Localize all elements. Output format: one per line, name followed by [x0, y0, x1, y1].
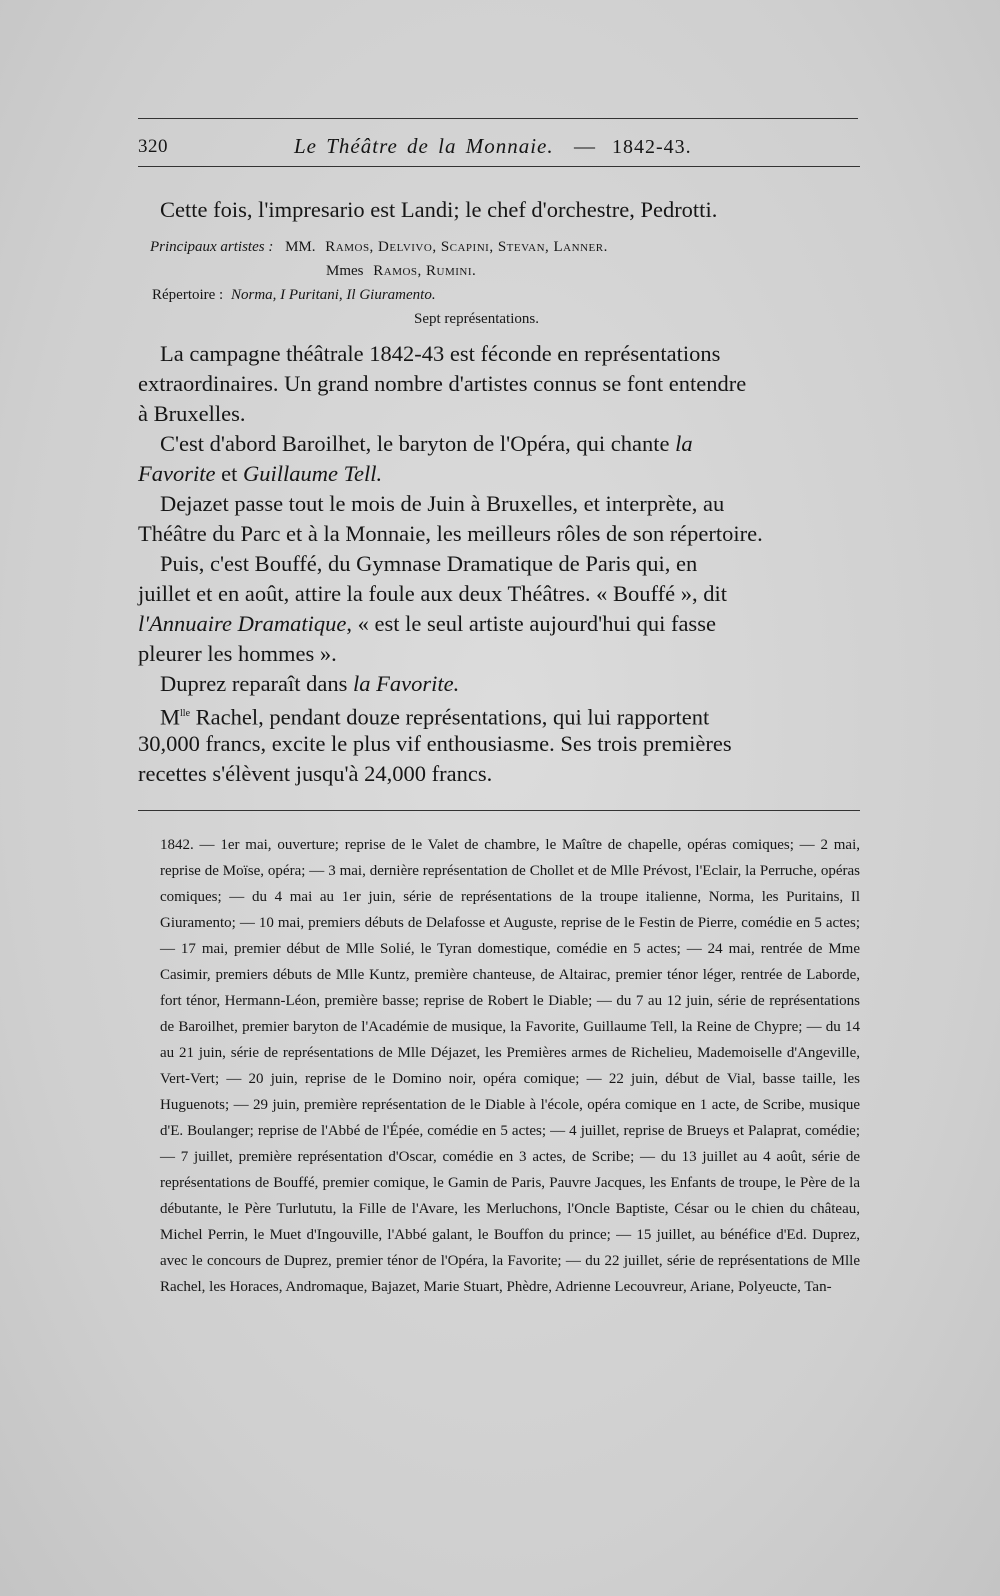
paragraph-1-line-1: La campagne théâtrale 1842-43 est féconde en représentations	[160, 341, 721, 366]
cast-women-line	[326, 260, 476, 282]
men-names: Ramos, Delvivo, Scapini, Stevan, Lanner.	[325, 239, 608, 255]
main-text	[138, 340, 860, 790]
paragraph-6-line-2: 30,000 francs, excite le plus vif enthousiasme. Ses trois premières	[138, 731, 732, 756]
performances-line: Sept représentations.	[414, 311, 539, 327]
women-prefix: Mmes	[326, 263, 364, 279]
repertoire-label: Répertoire :	[152, 287, 224, 303]
paragraph-2-line-2	[138, 460, 382, 488]
p6-m: M	[160, 704, 181, 730]
paragraph-2-line-1	[160, 430, 693, 458]
repertoire-works: Norma, I Puritani, Il Giuramento.	[230, 287, 436, 303]
paragraph-1-line-2: extraordinaires. Un grand nombre d'artistes connus se font entendre	[138, 371, 747, 396]
paragraph-4-line-3	[138, 610, 716, 638]
p2-guillaume-tell: Guillaume Tell.	[242, 461, 383, 486]
top-rule	[138, 118, 858, 119]
p4-quote: , « est le seul artiste aujourd'hui qui fasse	[346, 611, 716, 636]
p5-italic: la Favorite.	[353, 671, 460, 696]
p6-sup: lle	[180, 708, 191, 719]
women-names: Ramos, Rumini.	[373, 263, 477, 279]
running-head	[138, 132, 860, 166]
p2-favorite: Favorite	[138, 461, 216, 486]
page-number: 320	[138, 136, 168, 157]
footnote-text: 1842. — 1er mai, ouverture; reprise de le Valet de chambre, le Maître de chapelle, opéras comiques; — 2 mai, reprise de Moïse, opéra; — 3 mai, dernière représentation de Chollet et de Mlle Prévost, l'Eclair, la Perruche, opéras comiques; — du 4 mai au 1er juin, série de représentations de la troupe italienne, Norma, les Puritains, Il Giuramento; — 10 mai, premiers débuts de Delafosse et Auguste, reprise de le Festin de Pierre, comédie en 5 actes; — 17 mai, premier début de Mlle Solié, le Tyran domestique, comédie en 5 actes; — 24 mai, rentrée de Mme Casimir, premiers débuts de Mlle Kuntz, première chanteuse, de Altairac, premier ténor léger, rentrée de Laborde, fort ténor, Hermann-Léon, première basse; reprise de Robert le Diable; — du 7 au 12 juin, série de représentations de Baroilhet, premier baryton de l'Académie de musique, la Favorite, Guillaume Tell, la Reine de Chypre; — du 14 au 21 juin, série de représentations de Mlle Déjazet, les Premières armes de Richelieu, Mademoiselle d'Angeville, Vert-Vert; — 20 juin, reprise de le Domino noir, opéra comique; — 22 juin, début de Vial, basse taille, les Huguenots; — 29 juin, première représentation de le Diable à l'école, opéra comique en 1 acte, de Scribe, musique d'E. Boulanger; reprise de l'Abbé de l'Épée, comédie en 5 actes; — 4 juillet, reprise de Brueys et Palaprat, comédie; — 7 juillet, première représentation d'Oscar, comédie en 3 actes, de Scribe; — du 13 juillet au 4 août, série de représentations de Bouffé, premier comique, le Gamin de Paris, Pauvre Jacques, les Enfants de troupe, le Père de la débutante, le Père Turlututu, la Fille de l'Avare, les Merluchons, l'Oncle Baptiste, César ou le chien du château, Michel Perrin, le Muet d'Ingouville, l'Abbé galant, le Bouffon du prince; — 15 juillet, au bénéfice d'Ed. Duprez, avec le concours de Duprez, premier ténor de l'Opéra, la Favorite; — du 22 juillet, série de représentations de Mlle Rachel, les Horaces, Andromaque, Bajazet, Marie Stuart, Phèdre, Adrienne Lecouvreur, Ariane, Polyeucte, Tan-	[160, 837, 860, 1295]
running-year: 1842-43.	[612, 136, 692, 158]
paragraph-1-line-3: à Bruxelles.	[138, 401, 246, 426]
p4-annuaire: l'Annuaire Dramatique	[138, 611, 347, 636]
footnote-rule	[138, 810, 860, 811]
running-title: Le Théâtre de la Monnaie.	[294, 134, 554, 158]
paragraph-4-line-4: pleurer les hommes ».	[138, 641, 337, 666]
cast-men-line	[150, 236, 608, 258]
p6-text: Rachel, pendant douze représentations, qui lui rapportent	[190, 704, 710, 730]
running-dash: —	[574, 134, 595, 158]
p2-text: C'est d'abord Baroilhet, le baryton de l'Opéra, qui chante	[160, 431, 676, 456]
p2-and: et	[215, 461, 243, 486]
men-prefix: MM.	[285, 239, 316, 255]
paragraph-3-line-1: Dejazet passe tout le mois de Juin à Bruxelles, et interprète, au	[160, 491, 725, 516]
paragraph-6-line-1	[160, 700, 709, 732]
paragraph-3-line-2: Théâtre du Parc et à la Monnaie, les meilleurs rôles de son répertoire.	[138, 521, 763, 546]
header-rule	[138, 166, 860, 167]
artists-label: Principaux artistes :	[150, 239, 274, 255]
paragraph-5	[160, 670, 459, 698]
p5-text: Duprez reparaît dans	[160, 671, 354, 696]
paragraph-6-line-3: recettes s'élèvent jusqu'à 24,000 francs.	[138, 761, 493, 786]
footnote-block	[160, 832, 860, 1300]
intro-text: Cette fois, l'impresario est Landi; le chef d'orchestre, Pedrotti.	[160, 197, 718, 222]
p2-italic: la	[675, 431, 693, 456]
repertoire-line	[152, 284, 436, 306]
paragraph-4-line-1: Puis, c'est Bouffé, du Gymnase Dramatique de Paris qui, en	[160, 551, 698, 576]
paragraph-4-line-2: juillet et en août, attire la foule aux deux Théâtres. « Bouffé », dit	[138, 581, 727, 606]
